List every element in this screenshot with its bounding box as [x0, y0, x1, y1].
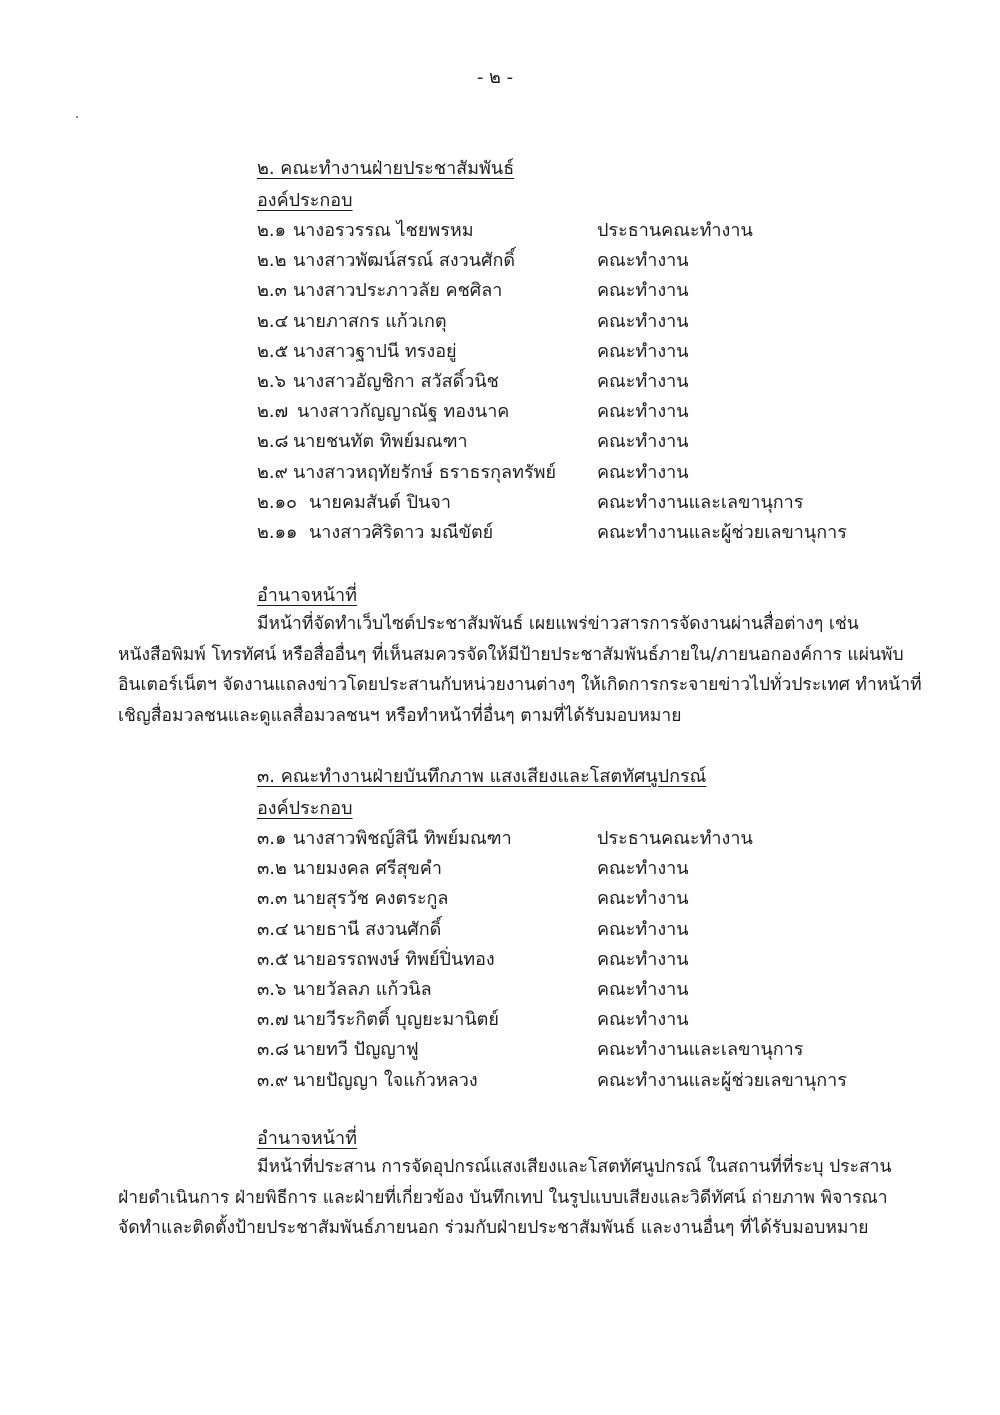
duty-line: มีหน้าที่จัดทำเว็บไซต์ประชาสัมพันธ์ เผยแพร่ข่าวสารการจัดงานผ่านสื่อต่างๆ เช่น	[257, 614, 859, 634]
member-role: คณะทำงาน	[597, 340, 689, 362]
member-number: ๓.๑	[257, 828, 287, 849]
member-role: คณะทำงาน	[597, 858, 689, 880]
member-row	[0, 823, 1000, 853]
member-row	[0, 1004, 1000, 1034]
section-3-title: ๓. คณะทำงานฝ่ายบันทึกภาพ แสงเสียงและโสตทัศนูปกรณ์	[257, 766, 707, 787]
member-name: นายชนทัต ทิพย์มณฑา	[293, 431, 468, 453]
member-number: ๒.๔	[257, 310, 289, 332]
member-role: คณะทำงาน	[597, 978, 689, 1000]
member-name: นางสาวฐาปนี ทรงอยู่	[293, 340, 457, 362]
member-name: นายธานี สงวนศักดิ์	[293, 918, 442, 940]
section-2-composition-heading: องค์ประกอบ	[257, 190, 353, 211]
member-number: ๓.๙	[257, 1069, 289, 1091]
section-3-duty-heading: อำนาจหน้าที่	[257, 1128, 358, 1149]
duty-line: เชิญสื่อมวลชนและดูแลสื่อมวลชนฯ หรือทำหน้าที่อื่นๆ ตามที่ได้รับมอบหมาย	[118, 705, 682, 726]
section-2-member-list	[0, 215, 1000, 547]
page-number: - ๒ -	[476, 67, 514, 88]
member-role: คณะทำงานและผู้ช่วยเลขานุการ	[597, 1069, 847, 1091]
member-name: นางสาวอัญชิกา สวัสดิ์วนิช	[293, 370, 499, 392]
member-row	[0, 517, 1000, 547]
member-number: ๓.๗	[257, 1009, 289, 1031]
member-number: ๒.๖	[257, 370, 287, 392]
member-role: คณะทำงาน	[597, 888, 689, 910]
member-row	[0, 396, 1000, 426]
section-2-title: ๒. คณะทำงานฝ่ายประชาสัมพันธ์	[257, 158, 515, 179]
member-row	[0, 215, 1000, 245]
section-3-member-list	[0, 823, 1000, 1095]
section-2-duty-text	[118, 609, 922, 731]
section-2-duty-heading: อำนาจหน้าที่	[257, 585, 358, 606]
member-number: ๒.๘	[257, 431, 289, 453]
member-number: ๓.๒	[257, 858, 287, 880]
member-row	[0, 914, 1000, 944]
duty-line: มีหน้าที่ประสาน การจัดอุปกรณ์แสงเสียงและโสตทัศนูปกรณ์ ในสถานที่ที่ระบุ ประสาน	[257, 1157, 892, 1177]
member-name: นางสาวประภาวลัย คชศิลา	[293, 280, 503, 302]
member-name: นายทวี ปัญญาฟู	[293, 1039, 419, 1061]
duty-line: ฝ่ายดำเนินการ ฝ่ายพิธีการ และฝ่ายที่เกี่ยวข้อง บันทึกเทป ในรูปแบบเสียงและวิดีทัศน์ ถ่ายภาพ พิจารณา	[118, 1187, 888, 1208]
member-role: คณะทำงาน	[597, 401, 689, 423]
member-row	[0, 336, 1000, 366]
member-number: ๒.๑	[257, 220, 287, 241]
member-name: นางสาวพัฒน์สรณ์ สงวนศักดิ์	[293, 250, 516, 272]
member-number: ๒.๓	[257, 280, 287, 302]
member-role: คณะทำงาน	[597, 948, 689, 970]
member-row	[0, 306, 1000, 336]
member-number: ๒.๑๑	[257, 521, 298, 543]
member-row	[0, 1065, 1000, 1095]
member-number: ๓.๖	[257, 978, 287, 1000]
member-number: ๒.๒	[257, 250, 287, 272]
member-role: คณะทำงานและเลขานุการ	[597, 1039, 804, 1061]
scan-speck	[76, 116, 78, 118]
member-role: คณะทำงาน	[597, 461, 689, 483]
member-name: นายวัลลภ แก้วนิล	[293, 978, 432, 1000]
member-name: นายสุรวัช คงตระกูล	[293, 888, 449, 910]
member-name: นายภาสกร แก้วเกตุ	[293, 310, 447, 332]
member-row	[0, 275, 1000, 305]
member-number: ๓.๓	[257, 888, 288, 910]
member-row	[0, 853, 1000, 883]
member-number: ๒.๗	[257, 401, 289, 423]
member-number: ๓.๘	[257, 1039, 289, 1061]
member-role: คณะทำงานและเลขานุการ	[597, 491, 804, 513]
member-role: คณะทำงาน	[597, 280, 689, 302]
member-row	[0, 487, 1000, 517]
member-row	[0, 944, 1000, 974]
member-role: คณะทำงาน	[597, 431, 689, 453]
duty-line: หนังสือพิมพ์ โทรทัศน์ หรือสื่ออื่นๆ ที่เห็นสมควรจัดให้มีป้ายประชาสัมพันธ์ภายใน/ภายนอกองค์การ แผ่นพับ	[118, 644, 904, 665]
member-number: ๒.๙	[257, 461, 288, 483]
member-row	[0, 426, 1000, 456]
section-3-duty-text	[118, 1152, 892, 1244]
member-name: นายปัญญา ใจแก้วหลวง	[293, 1069, 478, 1091]
member-role: คณะทำงาน	[597, 918, 689, 940]
member-name: นางสาวพิชญ์สินี ทิพย์มณฑา	[293, 828, 512, 849]
member-number: ๓.๔	[257, 918, 289, 940]
member-role: คณะทำงาน	[597, 1009, 689, 1031]
member-row	[0, 245, 1000, 275]
member-role: คณะทำงาน	[597, 310, 689, 332]
member-role: คณะทำงานและผู้ช่วยเลขานุการ	[597, 521, 847, 543]
member-role: คณะทำงาน	[597, 250, 689, 272]
member-row	[0, 974, 1000, 1004]
member-row	[0, 883, 1000, 913]
member-name: นางสาวกัญญาณัฐ ทองนาค	[297, 401, 510, 423]
member-number: ๒.๑๐	[257, 491, 297, 513]
section-3-composition-heading: องค์ประกอบ	[257, 798, 353, 819]
member-name: นายคมสันต์ ปินจา	[309, 491, 451, 513]
member-name: นางสาวหฤทัยรักษ์ ธราธรกุลทรัพย์	[293, 461, 557, 483]
member-number: ๒.๕	[257, 340, 289, 362]
member-name: นายมงคล ศรีสุขคำ	[293, 858, 442, 880]
duty-line: อินเตอร์เน็ตฯ จัดงานแถลงข่าวโดยประสานกับหน่วยงานต่างๆ ให้เกิดการกระจายข่าวไปทั่วประเทศ ทำหน้าที่	[118, 675, 922, 695]
member-name: นางสาวศิริดาว มณีขัตย์	[309, 521, 494, 543]
duty-line: จัดทำและติดตั้งป้ายประชาสัมพันธ์ภายนอก ร่วมกับฝ่ายประชาสัมพันธ์ และงานอื่นๆ ที่ได้รับมอบหมาย	[118, 1218, 869, 1238]
member-row	[0, 366, 1000, 396]
member-role: ประธานคณะทำงาน	[597, 220, 753, 241]
member-role: คณะทำงาน	[597, 370, 689, 392]
member-row	[0, 457, 1000, 487]
member-row	[0, 1034, 1000, 1064]
member-role: ประธานคณะทำงาน	[597, 828, 753, 849]
member-name: นายวีระกิตติ์ บุญยะมานิตย์	[293, 1009, 499, 1031]
member-name: นายอรรถพงษ์ ทิพย์ปิ่นทอง	[293, 948, 495, 970]
member-number: ๓.๕	[257, 948, 289, 970]
member-name: นางอรวรรณ ไชยพรหม	[293, 220, 474, 241]
